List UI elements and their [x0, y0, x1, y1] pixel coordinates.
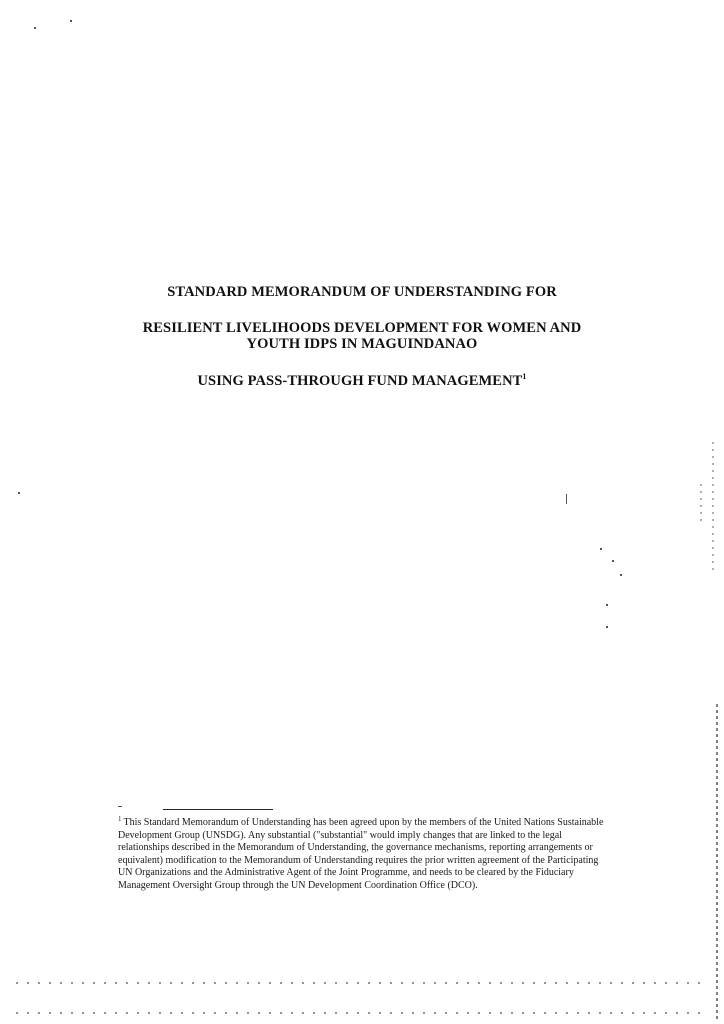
footnote-text: This Standard Memorandum of Understanding has been agreed upon by the members of the United Nations Sustainable Development Group (UNSDG). Any substantial ("substantial" would imply changes that are linked to the legal relationships described in the Memorandum of Understanding, the governance mechanisms, reporting arrangements or equivalent) modification to the Memorandum of Understanding requires the prior written agreement of the Participating UN Organizations and the Administrative Agent of the Joint Programme, and needs to be cleared by the Fiduciary Management Oversight Group through the UN Development Coordination Office (DCO). [118, 817, 604, 891]
scan-speck [606, 604, 608, 606]
scan-speck [612, 560, 614, 562]
scan-dots [700, 484, 702, 524]
title-footnote-ref: 1 [522, 372, 527, 382]
title-line-2b-text: YOUTH IDPS IN MAGUINDANAO [246, 336, 478, 352]
title-line-2 [100, 320, 624, 352]
title-line-2a-text: RESILIENT LIVELIHOODS DEVELOPMENT FOR WOMEN AND [142, 320, 582, 336]
scan-dash-row [16, 1012, 706, 1014]
title-line-1-text: STANDARD MEMORANDUM OF UNDERSTANDING FOR [167, 284, 557, 300]
scan-dash-row [16, 982, 706, 984]
scan-speck [34, 27, 36, 29]
scan-speck [606, 626, 608, 628]
scan-speck [118, 806, 122, 807]
footnote [118, 814, 612, 893]
scan-edge-line [716, 704, 718, 1022]
title-line-3-text: USING PASS-THROUGH FUND MANAGEMENT [197, 373, 523, 389]
scan-dots [712, 442, 714, 572]
title-line-1 [100, 284, 624, 300]
scan-speck [566, 494, 567, 504]
title-line-3 [100, 373, 624, 389]
scan-speck [70, 20, 72, 22]
scan-speck [620, 574, 622, 576]
scan-speck [18, 492, 20, 494]
scan-speck [600, 548, 602, 550]
footnote-divider [163, 809, 273, 810]
footnote-marker: 1 [118, 814, 122, 823]
